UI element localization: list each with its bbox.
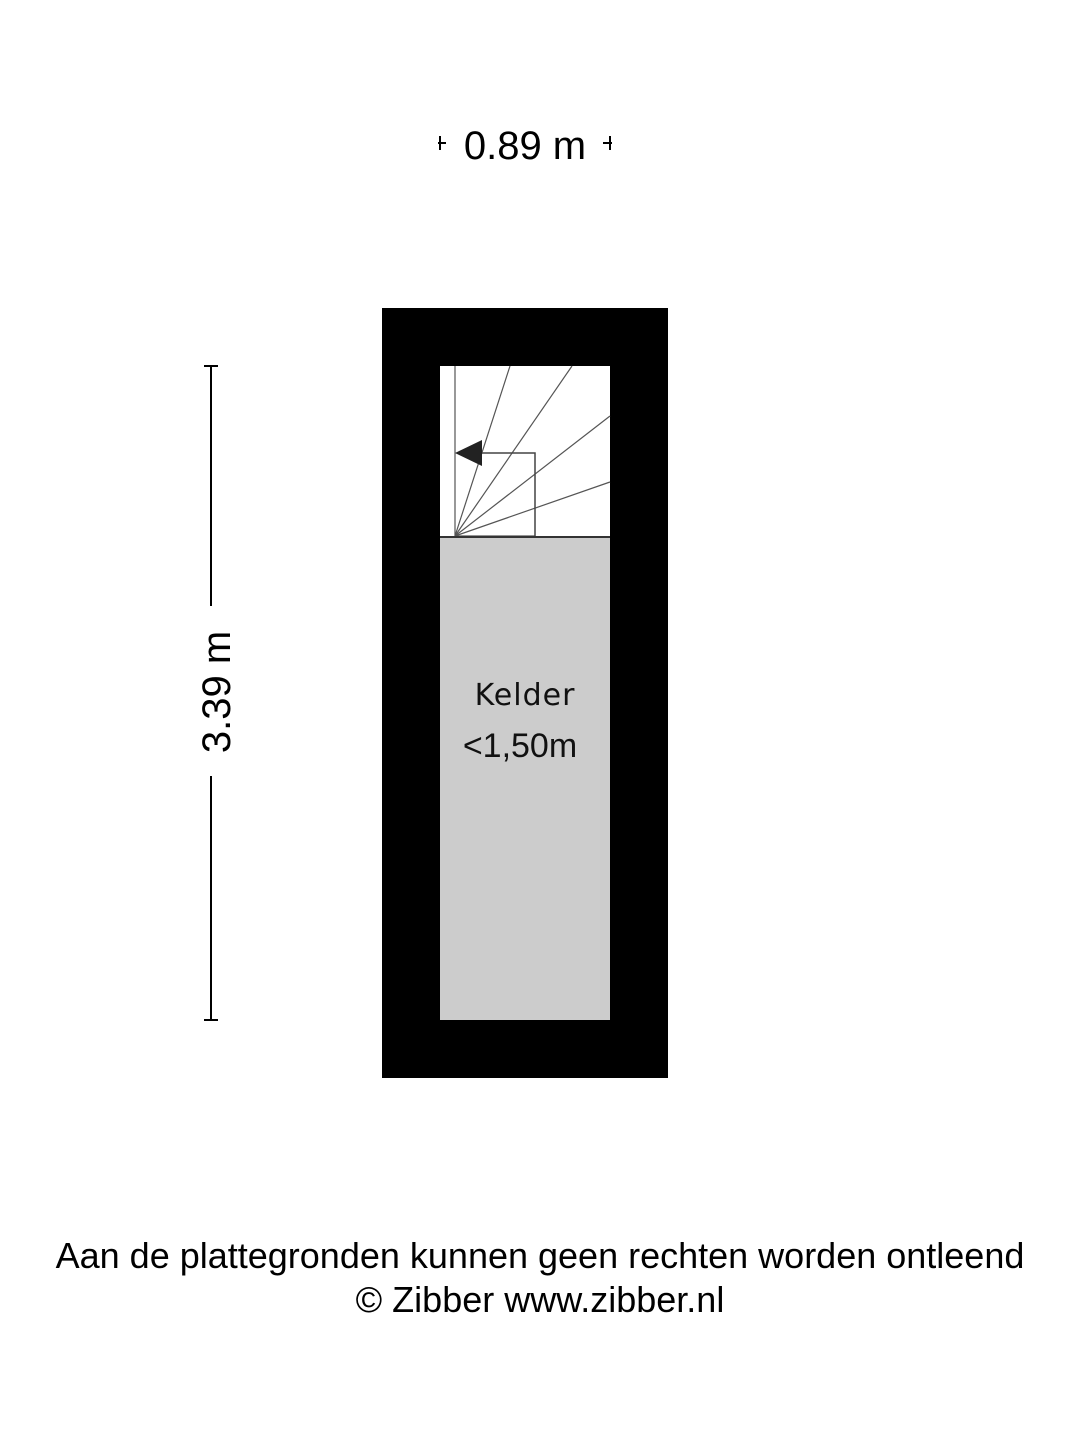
room-height-note: <1,50m [462, 727, 578, 765]
copyright-text: © Zibber www.zibber.nl [355, 1279, 725, 1320]
staircase [440, 366, 610, 537]
room-floor [440, 536, 610, 1020]
width-dimension [438, 124, 612, 168]
length-dimension [195, 366, 239, 1020]
disclaimer-text: Aan de plattegronden kunnen geen rechten worden ontleend [55, 1235, 1025, 1276]
width-label: 0.89 m [463, 124, 587, 168]
room-name: Kelder [474, 678, 576, 713]
length-label: 3.39 m [195, 630, 239, 754]
